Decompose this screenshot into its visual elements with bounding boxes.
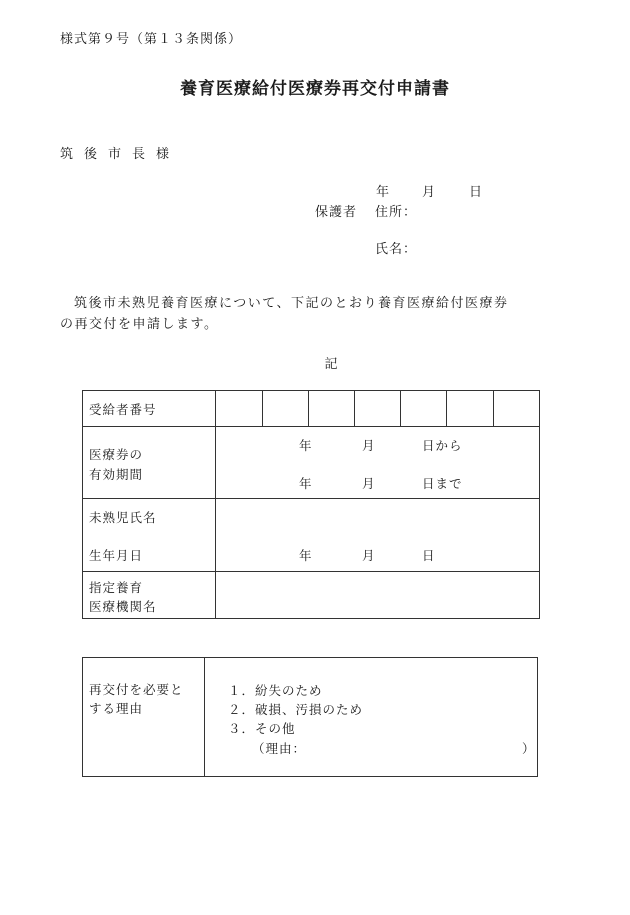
reason-label-line1: 再交付を必要と [89,682,184,697]
validity-to-day: 日まで [422,476,463,491]
intro-paragraph [60,293,560,335]
date-day-label: 日 [469,185,483,200]
birth-date-label: 生年月日 [89,548,144,563]
form-number: 様式第９号（第１３条関係） [60,32,243,47]
number-box-divider [354,390,355,426]
birth-date-day: 日 [422,548,436,563]
application-table [82,390,540,619]
recipient-number-label: 受給者番号 [89,402,157,417]
validity-label-line1: 医療券の [89,447,144,462]
validity-from-day: 日から [422,438,463,453]
validity-from-month: 月 [362,438,376,453]
birth-date-month: 月 [362,548,376,563]
number-box-divider [400,390,401,426]
intro-line-2: の再交付を申請します。 [60,317,219,332]
infant-name-label: 未熟児氏名 [89,510,157,525]
table-label-column-divider [215,390,216,619]
reason-option-lost: １．紛失のため [228,683,323,698]
guardian-label: 保護者 [315,205,358,220]
reason-column-divider [204,657,205,777]
date-month-label: 月 [422,185,436,200]
ki-label: 記 [324,357,338,372]
number-box-divider [493,390,494,426]
addressee: 筑後市長様 [60,147,181,162]
reason-other-open: （理由： [252,741,307,756]
number-box-divider [262,390,263,426]
reason-other-close: ） [522,741,536,756]
number-box-divider [446,390,447,426]
birth-date-year: 年 [299,548,313,563]
table-row-divider [82,426,540,427]
institution-label-line1: 指定養育 [89,580,144,595]
date-year-label: 年 [376,185,390,200]
validity-to-year: 年 [299,476,313,491]
institution-label-line2: 医療機関名 [89,599,157,614]
validity-label-line2: 有効期間 [89,467,144,482]
reason-label-line2: する理由 [89,701,144,716]
document-title: 養育医療給付医療券再交付申請書 [180,79,450,99]
address-label: 住所： [375,205,418,220]
validity-to-month: 月 [362,476,376,491]
reason-option-damaged: ２．破損、汚損のため [228,702,364,717]
table-row-divider [82,571,540,572]
table-row-divider [82,498,540,499]
validity-from-year: 年 [299,438,313,453]
name-label: 氏名： [375,242,418,257]
number-box-divider [308,390,309,426]
intro-line-1: 筑後市未熟児養育医療について、下記のとおり養育医療給付医療券 [74,296,509,311]
reason-option-other: ３．その他 [228,721,296,736]
